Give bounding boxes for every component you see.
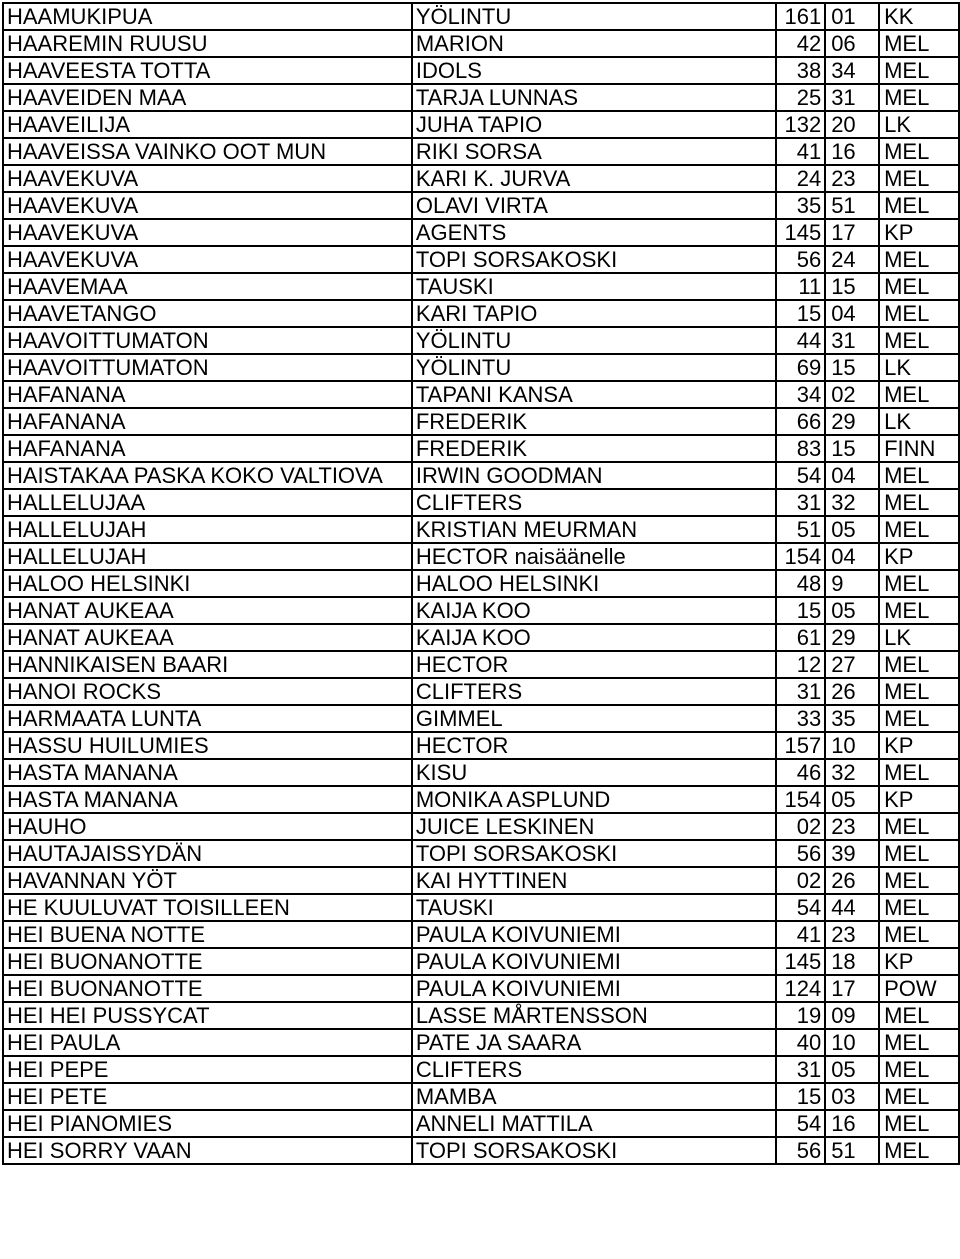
table-row xyxy=(3,273,959,300)
track-cell: 32 xyxy=(825,489,879,516)
song-title-cell: HAAREMIN RUUSU xyxy=(3,30,412,57)
song-title-cell: HAAMUKIPUA xyxy=(3,3,412,30)
table-row xyxy=(3,948,959,975)
code-cell: MEL xyxy=(879,1002,959,1029)
song-title-cell: HAISTAKAA PASKA KOKO VALTIOVA xyxy=(3,462,412,489)
song-title-cell: HALLELUJAH xyxy=(3,543,412,570)
table-row xyxy=(3,57,959,84)
song-title-cell: HEI BUENA NOTTE xyxy=(3,921,412,948)
track-cell: 32 xyxy=(825,759,879,786)
artist-cell: KARI TAPIO xyxy=(412,300,776,327)
song-title-cell: HANNIKAISEN BAARI xyxy=(3,651,412,678)
table-row xyxy=(3,1137,959,1164)
artist-cell: PAULA KOIVUNIEMI xyxy=(412,975,776,1002)
song-title-cell: HASTA MANANA xyxy=(3,786,412,813)
artist-cell: CLIFTERS xyxy=(412,489,776,516)
table-row xyxy=(3,678,959,705)
artist-cell: HECTOR naisäänelle xyxy=(412,543,776,570)
code-cell: MEL xyxy=(879,597,959,624)
code-cell: LK xyxy=(879,111,959,138)
song-title-cell: HANAT AUKEAA xyxy=(3,624,412,651)
table-row xyxy=(3,570,959,597)
code-cell: MEL xyxy=(879,678,959,705)
table-row xyxy=(3,165,959,192)
code-cell: KK xyxy=(879,3,959,30)
artist-cell: KAIJA KOO xyxy=(412,624,776,651)
song-title-cell: HEI BUONANOTTE xyxy=(3,975,412,1002)
track-cell: 05 xyxy=(825,597,879,624)
artist-cell: TAUSKI xyxy=(412,273,776,300)
code-cell: MEL xyxy=(879,759,959,786)
song-title-cell: HEI PEPE xyxy=(3,1056,412,1083)
song-title-cell: HEI HEI PUSSYCAT xyxy=(3,1002,412,1029)
number-cell: 61 xyxy=(776,624,825,651)
artist-cell: LASSE MÅRTENSSON xyxy=(412,1002,776,1029)
track-cell: 05 xyxy=(825,516,879,543)
track-cell: 51 xyxy=(825,192,879,219)
artist-cell: JUHA TAPIO xyxy=(412,111,776,138)
table-row xyxy=(3,219,959,246)
song-title-cell: HARMAATA LUNTA xyxy=(3,705,412,732)
code-cell: MEL xyxy=(879,165,959,192)
number-cell: 48 xyxy=(776,570,825,597)
song-title-cell: HE KUULUVAT TOISILLEEN xyxy=(3,894,412,921)
track-cell: 01 xyxy=(825,3,879,30)
table-row xyxy=(3,543,959,570)
code-cell: MEL xyxy=(879,921,959,948)
table-row xyxy=(3,354,959,381)
artist-cell: TOPI SORSAKOSKI xyxy=(412,840,776,867)
song-title-cell: HAUHO xyxy=(3,813,412,840)
code-cell: MEL xyxy=(879,516,959,543)
track-cell: 35 xyxy=(825,705,879,732)
code-cell: MEL xyxy=(879,1110,959,1137)
song-title-cell: HASTA MANANA xyxy=(3,759,412,786)
code-cell: KP xyxy=(879,948,959,975)
code-cell: MEL xyxy=(879,192,959,219)
number-cell: 15 xyxy=(776,1083,825,1110)
code-cell: MEL xyxy=(879,57,959,84)
code-cell: MEL xyxy=(879,894,959,921)
number-cell: 38 xyxy=(776,57,825,84)
song-title-cell: HAAVEIDEN MAA xyxy=(3,84,412,111)
track-cell: 16 xyxy=(825,138,879,165)
number-cell: 31 xyxy=(776,678,825,705)
table-row xyxy=(3,1083,959,1110)
number-cell: 69 xyxy=(776,354,825,381)
song-title-cell: HEI PETE xyxy=(3,1083,412,1110)
number-cell: 24 xyxy=(776,165,825,192)
track-cell: 20 xyxy=(825,111,879,138)
number-cell: 66 xyxy=(776,408,825,435)
track-cell: 51 xyxy=(825,1137,879,1164)
number-cell: 31 xyxy=(776,1056,825,1083)
artist-cell: HECTOR xyxy=(412,732,776,759)
artist-cell: YÖLINTU xyxy=(412,3,776,30)
number-cell: 42 xyxy=(776,30,825,57)
track-cell: 34 xyxy=(825,57,879,84)
artist-cell: HALOO HELSINKI xyxy=(412,570,776,597)
track-cell: 29 xyxy=(825,408,879,435)
song-title-cell: HAFANANA xyxy=(3,435,412,462)
code-cell: KP xyxy=(879,543,959,570)
table-row xyxy=(3,759,959,786)
table-row xyxy=(3,651,959,678)
song-title-cell: HALOO HELSINKI xyxy=(3,570,412,597)
code-cell: MEL xyxy=(879,651,959,678)
table-row xyxy=(3,894,959,921)
table-row xyxy=(3,111,959,138)
song-title-cell: HEI BUONANOTTE xyxy=(3,948,412,975)
code-cell: MEL xyxy=(879,273,959,300)
song-title-cell: HEI PIANOMIES xyxy=(3,1110,412,1137)
table-row xyxy=(3,867,959,894)
code-cell: MEL xyxy=(879,867,959,894)
artist-cell: TOPI SORSAKOSKI xyxy=(412,246,776,273)
song-title-cell: HANAT AUKEAA xyxy=(3,597,412,624)
artist-cell: KAI HYTTINEN xyxy=(412,867,776,894)
table-row xyxy=(3,624,959,651)
song-title-cell: HANOI ROCKS xyxy=(3,678,412,705)
song-title-cell: HAFANANA xyxy=(3,408,412,435)
code-cell: MEL xyxy=(879,30,959,57)
table-row xyxy=(3,30,959,57)
artist-cell: AGENTS xyxy=(412,219,776,246)
track-cell: 02 xyxy=(825,381,879,408)
track-cell: 17 xyxy=(825,219,879,246)
code-cell: MEL xyxy=(879,1137,959,1164)
number-cell: 54 xyxy=(776,462,825,489)
artist-cell: FREDERIK xyxy=(412,408,776,435)
artist-cell: MARION xyxy=(412,30,776,57)
track-cell: 23 xyxy=(825,921,879,948)
song-title-cell: HAVANNAN YÖT xyxy=(3,867,412,894)
number-cell: 40 xyxy=(776,1029,825,1056)
track-cell: 9 xyxy=(825,570,879,597)
song-title-cell: HAFANANA xyxy=(3,381,412,408)
artist-cell: JUICE LESKINEN xyxy=(412,813,776,840)
table-row xyxy=(3,327,959,354)
number-cell: 154 xyxy=(776,543,825,570)
track-cell: 23 xyxy=(825,165,879,192)
table-row xyxy=(3,975,959,1002)
track-cell: 10 xyxy=(825,1029,879,1056)
number-cell: 41 xyxy=(776,921,825,948)
table-row xyxy=(3,516,959,543)
number-cell: 154 xyxy=(776,786,825,813)
artist-cell: YÖLINTU xyxy=(412,354,776,381)
code-cell: MEL xyxy=(879,327,959,354)
artist-cell: MONIKA ASPLUND xyxy=(412,786,776,813)
track-cell: 16 xyxy=(825,1110,879,1137)
artist-cell: KRISTIAN MEURMAN xyxy=(412,516,776,543)
artist-cell: CLIFTERS xyxy=(412,1056,776,1083)
number-cell: 145 xyxy=(776,948,825,975)
track-cell: 44 xyxy=(825,894,879,921)
number-cell: 145 xyxy=(776,219,825,246)
table-row xyxy=(3,435,959,462)
track-cell: 26 xyxy=(825,678,879,705)
code-cell: MEL xyxy=(879,1056,959,1083)
track-cell: 18 xyxy=(825,948,879,975)
track-cell: 05 xyxy=(825,1056,879,1083)
table-row xyxy=(3,597,959,624)
song-title-cell: HAAVEMAA xyxy=(3,273,412,300)
number-cell: 44 xyxy=(776,327,825,354)
artist-cell: KAIJA KOO xyxy=(412,597,776,624)
artist-cell: TOPI SORSAKOSKI xyxy=(412,1137,776,1164)
code-cell: FINN xyxy=(879,435,959,462)
table-row xyxy=(3,381,959,408)
number-cell: 56 xyxy=(776,840,825,867)
number-cell: 02 xyxy=(776,867,825,894)
code-cell: LK xyxy=(879,624,959,651)
track-cell: 04 xyxy=(825,462,879,489)
code-cell: MEL xyxy=(879,84,959,111)
artist-cell: PAULA KOIVUNIEMI xyxy=(412,948,776,975)
song-title-cell: HAAVETANGO xyxy=(3,300,412,327)
table-row xyxy=(3,84,959,111)
artist-cell: TAUSKI xyxy=(412,894,776,921)
artist-cell: RIKI SORSA xyxy=(412,138,776,165)
table-row xyxy=(3,462,959,489)
artist-cell: IRWIN GOODMAN xyxy=(412,462,776,489)
table-row xyxy=(3,192,959,219)
table-row xyxy=(3,300,959,327)
artist-cell: IDOLS xyxy=(412,57,776,84)
track-cell: 31 xyxy=(825,327,879,354)
number-cell: 51 xyxy=(776,516,825,543)
number-cell: 34 xyxy=(776,381,825,408)
song-title-cell: HAAVEISSA VAINKO OOT MUN xyxy=(3,138,412,165)
code-cell: MEL xyxy=(879,570,959,597)
song-title-cell: HALLELUJAH xyxy=(3,516,412,543)
table-row xyxy=(3,840,959,867)
code-cell: POW xyxy=(879,975,959,1002)
number-cell: 15 xyxy=(776,300,825,327)
code-cell: MEL xyxy=(879,138,959,165)
track-cell: 06 xyxy=(825,30,879,57)
song-title-cell: HAAVEKUVA xyxy=(3,246,412,273)
table-row xyxy=(3,1029,959,1056)
number-cell: 56 xyxy=(776,1137,825,1164)
artist-cell: FREDERIK xyxy=(412,435,776,462)
code-cell: KP xyxy=(879,732,959,759)
track-cell: 03 xyxy=(825,1083,879,1110)
track-cell: 27 xyxy=(825,651,879,678)
track-cell: 15 xyxy=(825,354,879,381)
artist-cell: HECTOR xyxy=(412,651,776,678)
track-cell: 31 xyxy=(825,84,879,111)
song-title-cell: HAAVEESTA TOTTA xyxy=(3,57,412,84)
number-cell: 54 xyxy=(776,1110,825,1137)
number-cell: 41 xyxy=(776,138,825,165)
number-cell: 11 xyxy=(776,273,825,300)
code-cell: LK xyxy=(879,408,959,435)
number-cell: 54 xyxy=(776,894,825,921)
artist-cell: TAPANI KANSA xyxy=(412,381,776,408)
track-cell: 04 xyxy=(825,300,879,327)
number-cell: 132 xyxy=(776,111,825,138)
track-cell: 10 xyxy=(825,732,879,759)
number-cell: 124 xyxy=(776,975,825,1002)
table-row xyxy=(3,1002,959,1029)
artist-cell: GIMMEL xyxy=(412,705,776,732)
song-title-cell: HAAVEKUVA xyxy=(3,219,412,246)
number-cell: 15 xyxy=(776,597,825,624)
number-cell: 35 xyxy=(776,192,825,219)
code-cell: MEL xyxy=(879,489,959,516)
song-title-cell: HAAVEILIJA xyxy=(3,111,412,138)
table-row xyxy=(3,921,959,948)
code-cell: KP xyxy=(879,219,959,246)
table-row xyxy=(3,3,959,30)
code-cell: LK xyxy=(879,354,959,381)
number-cell: 157 xyxy=(776,732,825,759)
track-cell: 04 xyxy=(825,543,879,570)
song-table xyxy=(2,2,960,1165)
number-cell: 46 xyxy=(776,759,825,786)
table-row xyxy=(3,786,959,813)
code-cell: MEL xyxy=(879,1029,959,1056)
table-row xyxy=(3,138,959,165)
code-cell: MEL xyxy=(879,813,959,840)
table-row xyxy=(3,1056,959,1083)
track-cell: 23 xyxy=(825,813,879,840)
table-row xyxy=(3,1110,959,1137)
table-row xyxy=(3,246,959,273)
table-row xyxy=(3,813,959,840)
track-cell: 15 xyxy=(825,435,879,462)
code-cell: MEL xyxy=(879,381,959,408)
artist-cell: PATE JA SAARA xyxy=(412,1029,776,1056)
track-cell: 05 xyxy=(825,786,879,813)
song-title-cell: HAAVEKUVA xyxy=(3,165,412,192)
song-title-cell: HASSU HUILUMIES xyxy=(3,732,412,759)
artist-cell: OLAVI VIRTA xyxy=(412,192,776,219)
number-cell: 83 xyxy=(776,435,825,462)
song-title-cell: HAAVEKUVA xyxy=(3,192,412,219)
table-row xyxy=(3,408,959,435)
song-title-cell: HAAVOITTUMATON xyxy=(3,327,412,354)
table-row xyxy=(3,489,959,516)
code-cell: MEL xyxy=(879,462,959,489)
number-cell: 12 xyxy=(776,651,825,678)
song-title-cell: HEI PAULA xyxy=(3,1029,412,1056)
song-title-cell: HEI SORRY VAAN xyxy=(3,1137,412,1164)
code-cell: MEL xyxy=(879,840,959,867)
artist-cell: CLIFTERS xyxy=(412,678,776,705)
track-cell: 09 xyxy=(825,1002,879,1029)
song-title-cell: HAUTAJAISSYDÄN xyxy=(3,840,412,867)
track-cell: 15 xyxy=(825,273,879,300)
code-cell: MEL xyxy=(879,1083,959,1110)
artist-cell: TARJA LUNNAS xyxy=(412,84,776,111)
number-cell: 19 xyxy=(776,1002,825,1029)
number-cell: 25 xyxy=(776,84,825,111)
number-cell: 56 xyxy=(776,246,825,273)
artist-cell: KARI K. JURVA xyxy=(412,165,776,192)
number-cell: 31 xyxy=(776,489,825,516)
number-cell: 02 xyxy=(776,813,825,840)
track-cell: 26 xyxy=(825,867,879,894)
number-cell: 161 xyxy=(776,3,825,30)
song-title-cell: HALLELUJAA xyxy=(3,489,412,516)
track-cell: 24 xyxy=(825,246,879,273)
track-cell: 29 xyxy=(825,624,879,651)
code-cell: MEL xyxy=(879,705,959,732)
code-cell: KP xyxy=(879,786,959,813)
table-row xyxy=(3,705,959,732)
number-cell: 33 xyxy=(776,705,825,732)
artist-cell: PAULA KOIVUNIEMI xyxy=(412,921,776,948)
code-cell: MEL xyxy=(879,246,959,273)
song-table-body xyxy=(3,3,959,1164)
artist-cell: ANNELI MATTILA xyxy=(412,1110,776,1137)
table-row xyxy=(3,732,959,759)
artist-cell: MAMBA xyxy=(412,1083,776,1110)
code-cell: MEL xyxy=(879,300,959,327)
artist-cell: YÖLINTU xyxy=(412,327,776,354)
artist-cell: KISU xyxy=(412,759,776,786)
track-cell: 39 xyxy=(825,840,879,867)
track-cell: 17 xyxy=(825,975,879,1002)
song-title-cell: HAAVOITTUMATON xyxy=(3,354,412,381)
